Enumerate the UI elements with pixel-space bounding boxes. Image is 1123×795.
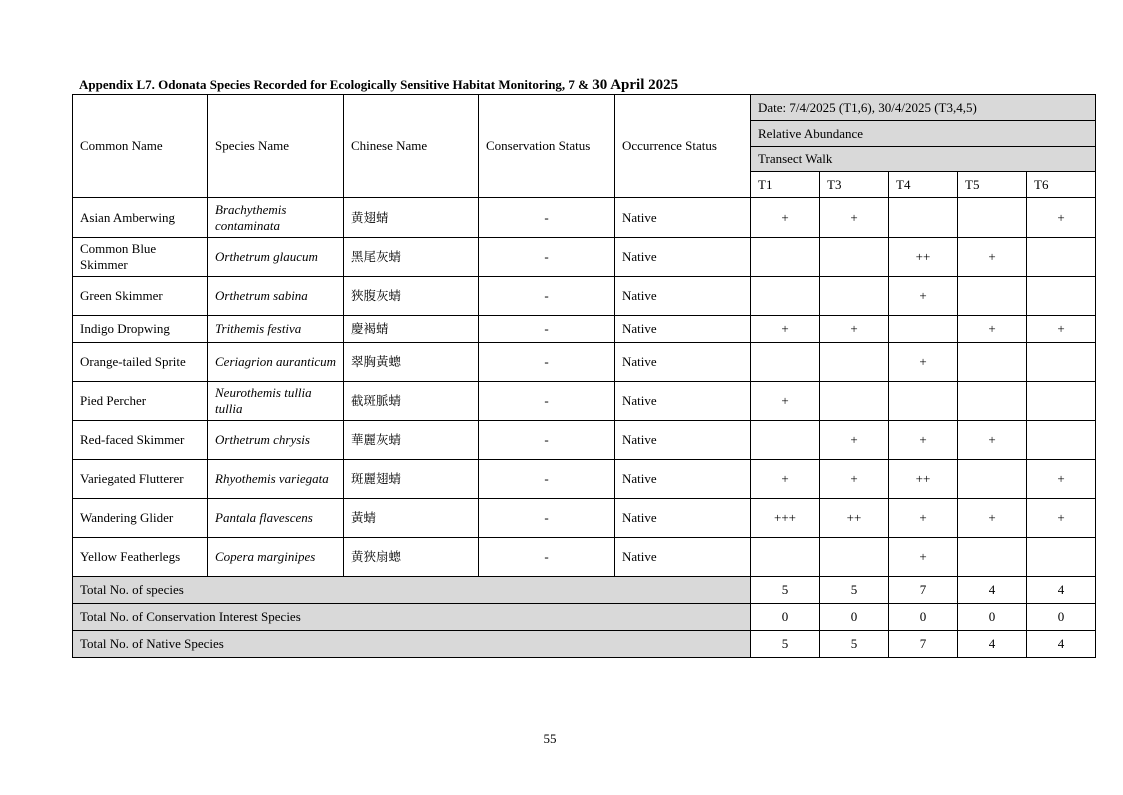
abundance-cell <box>958 382 1027 421</box>
abundance-cell <box>1027 538 1096 577</box>
abundance-cell <box>1027 343 1096 382</box>
abundance-cell <box>820 343 889 382</box>
chinese-name: 華麗灰蜻 <box>344 421 479 460</box>
table-row <box>73 382 1096 421</box>
common-name: Orange-tailed Sprite <box>73 343 208 382</box>
abundance-cell <box>820 538 889 577</box>
species-name: Trithemis festiva <box>208 316 344 343</box>
species-name: Orthetrum glaucum <box>208 238 344 277</box>
abundance-cell: +++ <box>751 499 820 538</box>
total-value: 4 <box>1027 577 1096 604</box>
abundance-cell <box>1027 421 1096 460</box>
abundance-cell <box>751 238 820 277</box>
abundance-cell: + <box>889 499 958 538</box>
occurrence-status: Native <box>615 499 751 538</box>
header-transect: T6 <box>1027 172 1096 198</box>
occurrence-status: Native <box>615 382 751 421</box>
chinese-name: 黄狹扇蟌 <box>344 538 479 577</box>
common-name: Red-faced Skimmer <box>73 421 208 460</box>
header-chinese-name: Chinese Name <box>344 95 479 198</box>
chinese-name: 狹腹灰蜻 <box>344 277 479 316</box>
total-native-label: Total No. of Native Species <box>73 631 751 658</box>
chinese-name: 截斑脈蜻 <box>344 382 479 421</box>
header-species-name: Species Name <box>208 95 344 198</box>
conservation-status: - <box>479 421 615 460</box>
abundance-cell: + <box>751 382 820 421</box>
occurrence-status: Native <box>615 316 751 343</box>
table-row <box>73 238 1096 277</box>
totals-row <box>73 577 1096 604</box>
abundance-cell <box>820 238 889 277</box>
species-name: Pantala flavescens <box>208 499 344 538</box>
abundance-cell <box>958 460 1027 499</box>
abundance-cell <box>958 538 1027 577</box>
abundance-cell <box>1027 382 1096 421</box>
total-value: 0 <box>889 604 958 631</box>
conservation-status: - <box>479 316 615 343</box>
common-name: Pied Percher <box>73 382 208 421</box>
occurrence-status: Native <box>615 198 751 238</box>
chinese-name: 黄翅蜻 <box>344 198 479 238</box>
total-value: 4 <box>1027 631 1096 658</box>
abundance-cell: + <box>751 316 820 343</box>
abundance-cell: + <box>889 538 958 577</box>
common-name: Indigo Dropwing <box>73 316 208 343</box>
conservation-status: - <box>479 538 615 577</box>
abundance-cell: + <box>958 421 1027 460</box>
abundance-cell <box>1027 238 1096 277</box>
abundance-cell: ++ <box>820 499 889 538</box>
total-value: 0 <box>958 604 1027 631</box>
abundance-cell: + <box>820 460 889 499</box>
occurrence-status: Native <box>615 277 751 316</box>
header-relative-abundance: Relative Abundance <box>751 121 1096 147</box>
conservation-status: - <box>479 343 615 382</box>
species-name: Neurothemis tullia tullia <box>208 382 344 421</box>
total-value: 0 <box>820 604 889 631</box>
species-name: Brachythemis contaminata <box>208 198 344 238</box>
total-value: 5 <box>820 577 889 604</box>
header-common-name: Common Name <box>73 95 208 198</box>
total-value: 7 <box>889 631 958 658</box>
abundance-cell: + <box>889 343 958 382</box>
table-row <box>73 343 1096 382</box>
abundance-cell: + <box>1027 499 1096 538</box>
abundance-cell <box>958 277 1027 316</box>
conservation-status: - <box>479 238 615 277</box>
abundance-cell <box>889 316 958 343</box>
total-species-label: Total No. of species <box>73 577 751 604</box>
abundance-cell: ++ <box>889 460 958 499</box>
abundance-cell <box>751 343 820 382</box>
species-name: Orthetrum sabina <box>208 277 344 316</box>
header-date: Date: 7/4/2025 (T1,6), 30/4/2025 (T3,4,5) <box>751 95 1096 121</box>
conservation-status: - <box>479 198 615 238</box>
header-transect: T5 <box>958 172 1027 198</box>
table-row <box>73 277 1096 316</box>
totals-row <box>73 604 1096 631</box>
odonata-table <box>72 94 1096 658</box>
chinese-name: 黃蜻 <box>344 499 479 538</box>
chinese-name: 翠胸黃蟌 <box>344 343 479 382</box>
total-value: 5 <box>820 631 889 658</box>
abundance-cell <box>751 421 820 460</box>
totals-row <box>73 631 1096 658</box>
total-value: 5 <box>751 631 820 658</box>
common-name: Wandering Glider <box>73 499 208 538</box>
abundance-cell: + <box>820 198 889 238</box>
occurrence-status: Native <box>615 421 751 460</box>
occurrence-status: Native <box>615 238 751 277</box>
abundance-cell: + <box>958 238 1027 277</box>
table-title-text: Appendix L7. Odonata Species Recorded for Ecologically Sensitive Habitat Monitoring, 7 & <box>79 77 590 92</box>
table-row <box>73 198 1096 238</box>
total-value: 0 <box>1027 604 1096 631</box>
abundance-cell: + <box>751 198 820 238</box>
common-name: Asian Amberwing <box>73 198 208 238</box>
chinese-name: 慶褐蜻 <box>344 316 479 343</box>
abundance-cell: + <box>820 421 889 460</box>
table-title <box>79 77 678 94</box>
species-name: Ceriagrion auranticum <box>208 343 344 382</box>
conservation-status: - <box>479 382 615 421</box>
total-value: 7 <box>889 577 958 604</box>
header-transect-walk: Transect Walk <box>751 147 1096 172</box>
species-name: Rhyothemis variegata <box>208 460 344 499</box>
common-name: Green Skimmer <box>73 277 208 316</box>
common-name: Yellow Featherlegs <box>73 538 208 577</box>
abundance-cell: + <box>1027 198 1096 238</box>
chinese-name: 黑尾灰蜻 <box>344 238 479 277</box>
table-row <box>73 538 1096 577</box>
abundance-cell <box>1027 277 1096 316</box>
abundance-cell: + <box>958 316 1027 343</box>
common-name: Variegated Flutterer <box>73 460 208 499</box>
page-number: 55 <box>543 731 557 746</box>
conservation-status: - <box>479 499 615 538</box>
header-conservation-status: Conservation Status <box>479 95 615 198</box>
abundance-cell: ++ <box>889 238 958 277</box>
total-value: 4 <box>958 577 1027 604</box>
abundance-cell <box>820 277 889 316</box>
abundance-cell <box>889 198 958 238</box>
abundance-cell <box>820 382 889 421</box>
total-conservation-label: Total No. of Conservation Interest Species <box>73 604 751 631</box>
table-row <box>73 316 1096 343</box>
species-name: Copera marginipes <box>208 538 344 577</box>
header-occurrence-status: Occurrence Status <box>615 95 751 198</box>
abundance-cell <box>751 277 820 316</box>
abundance-cell: + <box>820 316 889 343</box>
species-name: Orthetrum chrysis <box>208 421 344 460</box>
abundance-cell: + <box>751 460 820 499</box>
conservation-status: - <box>479 277 615 316</box>
abundance-cell <box>958 343 1027 382</box>
abundance-cell: + <box>889 277 958 316</box>
table-row <box>73 421 1096 460</box>
table-row <box>73 499 1096 538</box>
table-title-date: 30 April 2025 <box>592 77 679 93</box>
total-value: 4 <box>958 631 1027 658</box>
abundance-cell <box>958 198 1027 238</box>
abundance-cell: + <box>1027 460 1096 499</box>
abundance-cell <box>751 538 820 577</box>
total-value: 0 <box>751 604 820 631</box>
abundance-cell: + <box>958 499 1027 538</box>
occurrence-status: Native <box>615 343 751 382</box>
conservation-status: - <box>479 460 615 499</box>
occurrence-status: Native <box>615 460 751 499</box>
occurrence-status: Native <box>615 538 751 577</box>
chinese-name: 斑麗翅蜻 <box>344 460 479 499</box>
total-value: 5 <box>751 577 820 604</box>
abundance-cell: + <box>889 421 958 460</box>
common-name: Common Blue Skimmer <box>73 238 208 277</box>
header-transect: T1 <box>751 172 820 198</box>
abundance-cell: + <box>1027 316 1096 343</box>
table-row <box>73 460 1096 499</box>
abundance-cell <box>889 382 958 421</box>
header-transect: T4 <box>889 172 958 198</box>
header-transect: T3 <box>820 172 889 198</box>
